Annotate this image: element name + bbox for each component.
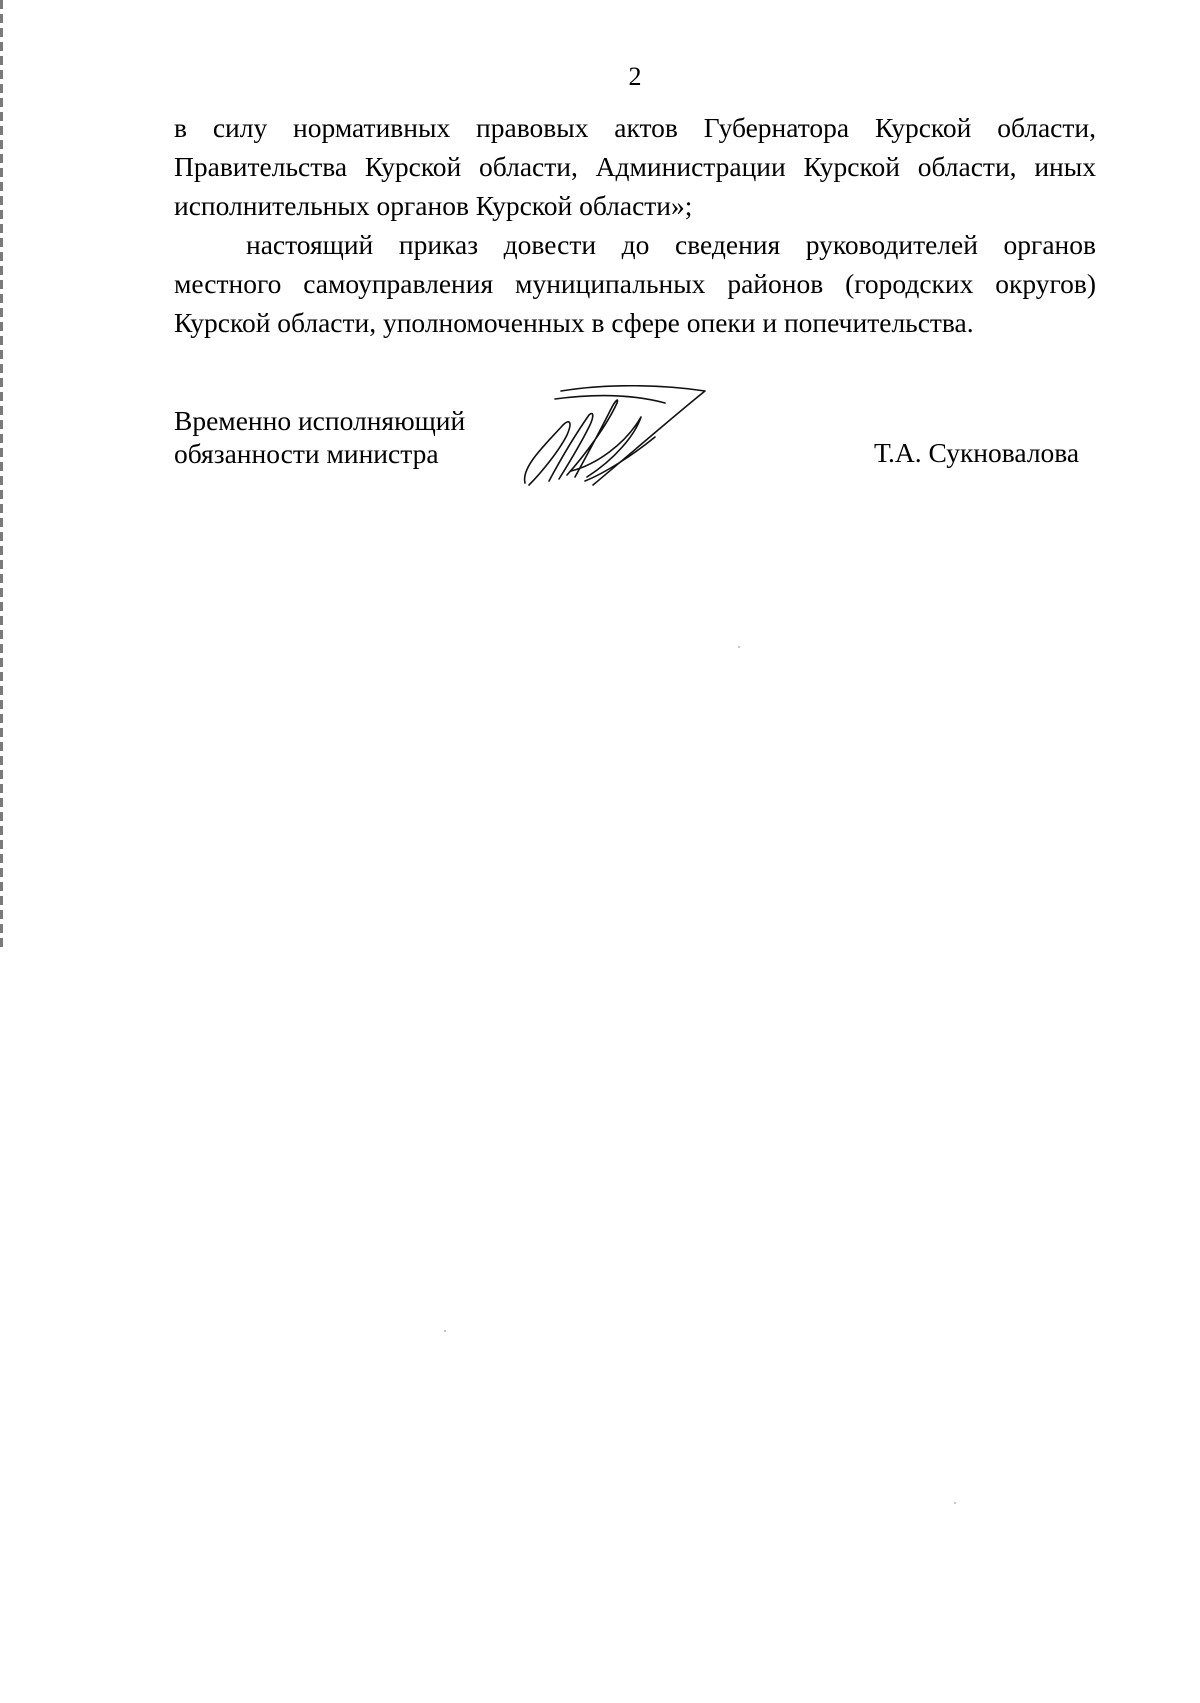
- scan-speck: [954, 1502, 956, 1504]
- paragraph-instruction: настоящий приказ довести до сведения руководителей органов местного самоуправления муниципальных районов (городских округов) Курской области, уполномоченных в сфере опеки и попечительства.: [174, 229, 1096, 338]
- page-number: 2: [628, 62, 642, 91]
- scan-edge-artifact: [0, 0, 3, 950]
- scan-speck: [738, 646, 740, 648]
- handwritten-signature: [515, 385, 715, 495]
- signer-title: [174, 404, 465, 470]
- scan-speck: [444, 1330, 446, 1332]
- signer-title-line-1: Временно исполняющий: [174, 405, 466, 436]
- signer-title-line-2: обязанности министра: [174, 438, 439, 469]
- document-body: [174, 108, 1096, 342]
- paragraph-continuation: в силу нормативных правовых актов Губернатора Курской области, Правительства Курской области, Администрации Курской области, иных исполнительных органов Курской области»;: [174, 112, 1096, 221]
- signer-name: Т.А. Сукновалова: [874, 437, 1080, 468]
